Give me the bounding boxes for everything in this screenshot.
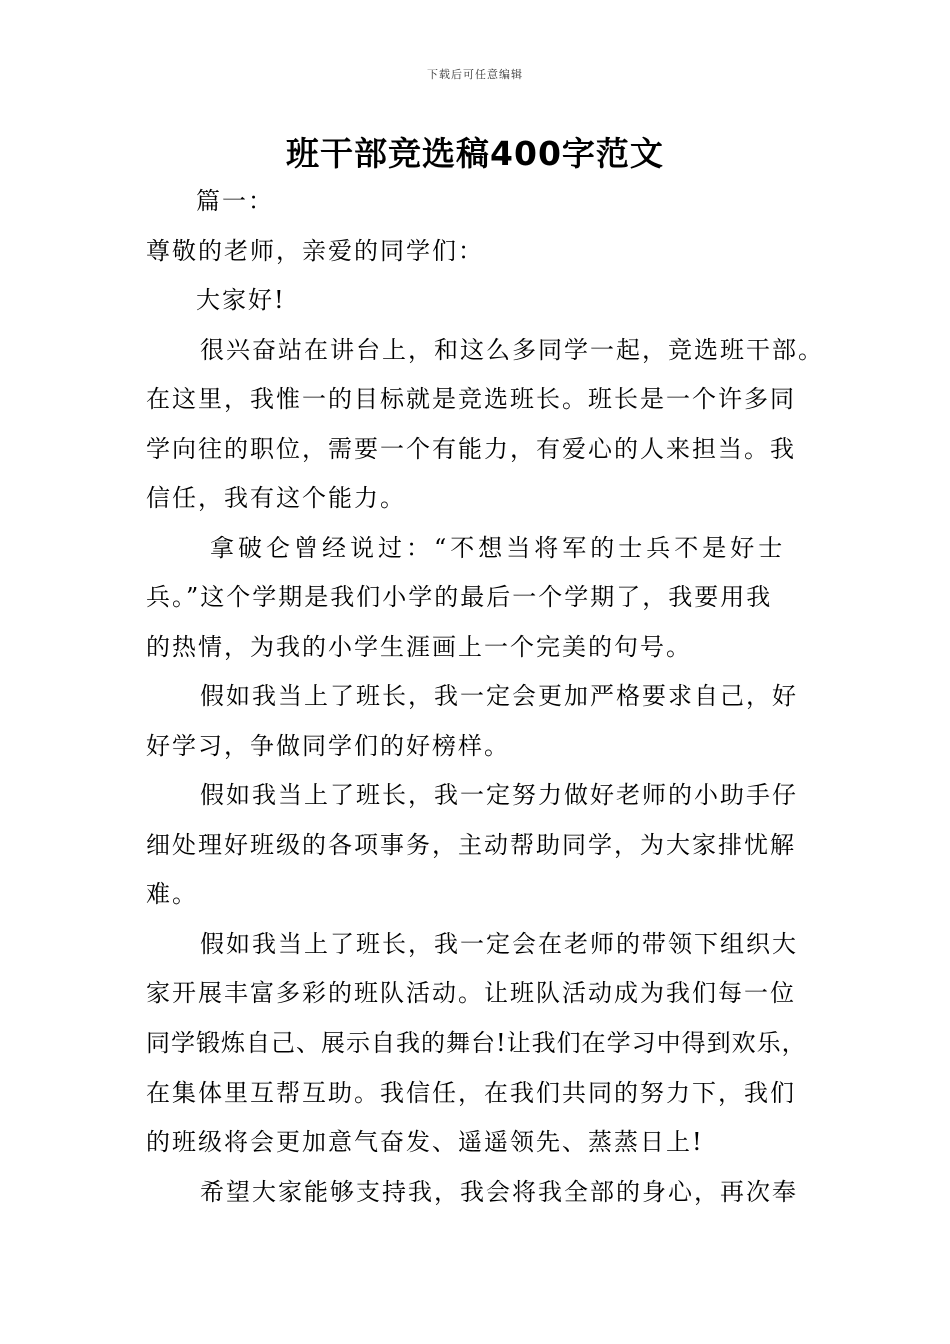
text-line: 好学习，争做同学们的好榜样。 bbox=[146, 732, 510, 760]
text-line: 兵。”这个学期是我们小学的最后一个学期了，我要用我 bbox=[146, 583, 773, 611]
text-line: 拿破仑曾经说过：“不想当将军的士兵不是好士 bbox=[210, 534, 787, 562]
salutation: 尊敬的老师，亲爱的同学们： bbox=[146, 237, 484, 265]
text-line: 信任，我有这个能力。 bbox=[146, 484, 406, 512]
text-line: 假如我当上了班长，我一定会在老师的带领下组织大 bbox=[200, 930, 798, 958]
greeting: 大家好! bbox=[196, 286, 286, 314]
text-line: 在集体里互帮互助。我信任，在我们共同的努力下，我们 bbox=[146, 1079, 796, 1107]
text-line: 希望大家能够支持我，我会将我全部的身心，再次奉 bbox=[200, 1178, 798, 1206]
text-line: 在这里，我惟一的目标就是竞选班长。班长是一个许多同 bbox=[146, 385, 796, 413]
text-line: 的热情，为我的小学生涯画上一个完美的句号。 bbox=[146, 633, 692, 661]
text-line: 假如我当上了班长，我一定会更加严格要求自己，好 bbox=[200, 682, 798, 710]
text-line: 难。 bbox=[146, 880, 198, 908]
text-line: 细处理好班级的各项事务，主动帮助同学，为大家排忧解 bbox=[146, 831, 796, 859]
text-line: 同学锻炼自己、展示自我的舞台!让我们在学习中得到欢乐， bbox=[146, 1029, 807, 1057]
document-title: 班干部竞选稿400字范文 bbox=[286, 134, 664, 173]
header-note: 下载后可任意编辑 bbox=[427, 68, 523, 81]
text-line: 的班级将会更加意气奋发、遥遥领先、蒸蒸日上! bbox=[146, 1128, 704, 1156]
text-line: 学向往的职位，需要一个有能力，有爱心的人来担当。我 bbox=[146, 435, 796, 463]
text-line: 家开展丰富多彩的班队活动。让班队活动成为我们每一位 bbox=[146, 979, 796, 1007]
section-label: 篇一： bbox=[196, 187, 274, 215]
text-line: 假如我当上了班长，我一定努力做好老师的小助手仔 bbox=[200, 781, 798, 809]
text-line: 很兴奋站在讲台上，和这么多同学一起，竞选班干部。 bbox=[200, 336, 824, 364]
